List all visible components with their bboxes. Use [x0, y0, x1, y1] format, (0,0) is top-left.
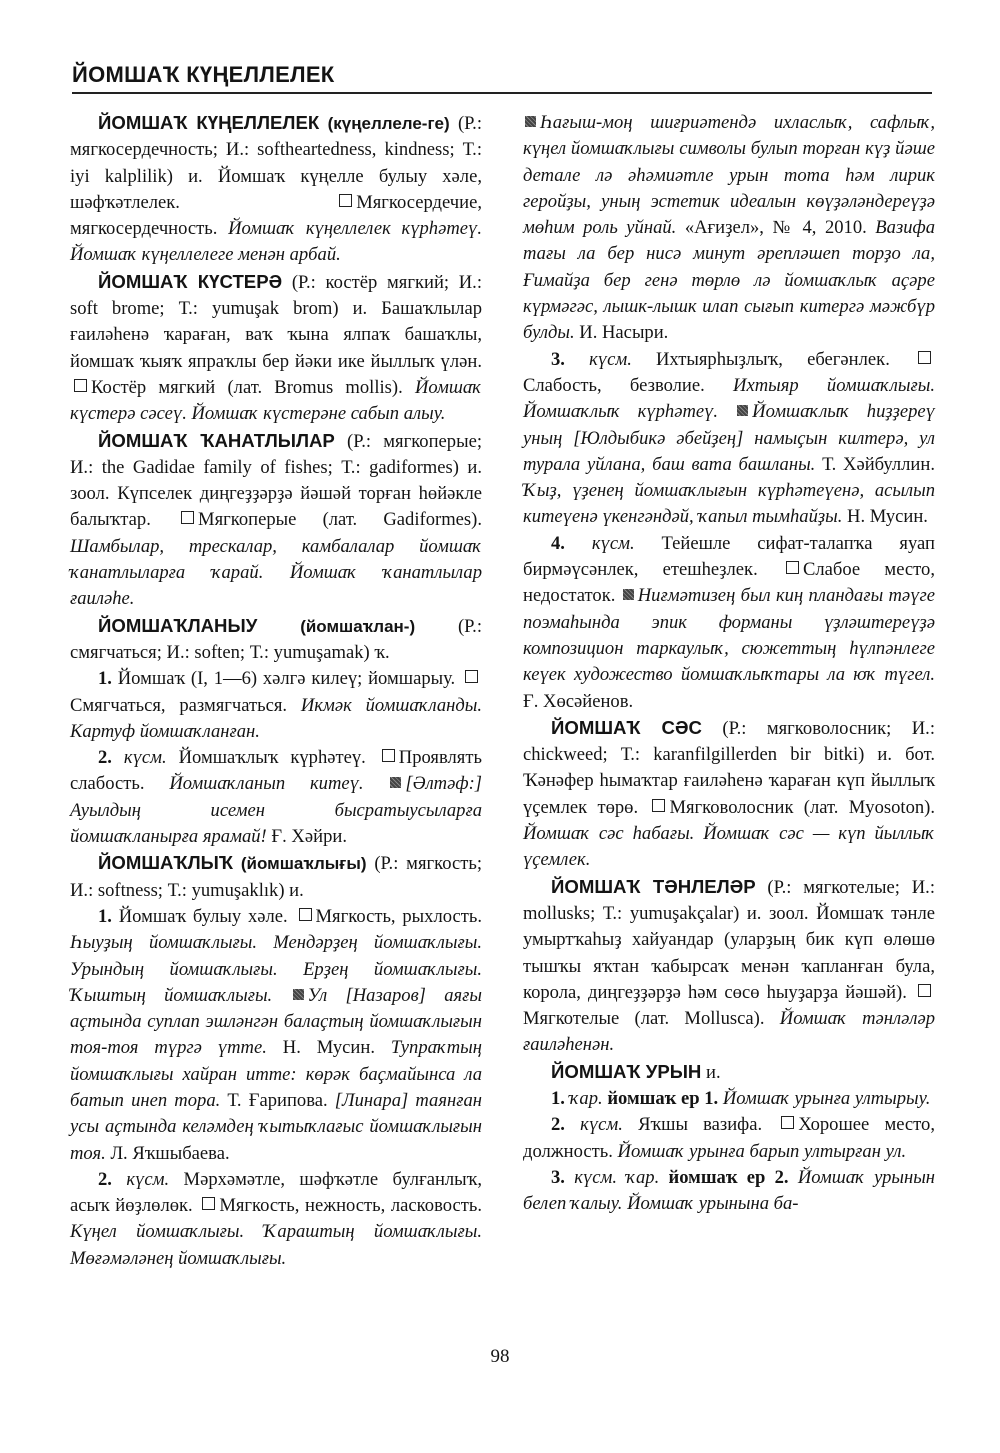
russian-equivalent-marker	[299, 908, 312, 921]
russian-equivalent-marker	[786, 561, 799, 574]
dictionary-entry	[523, 715, 935, 874]
citation-source: Ғ. Хәйри.	[271, 826, 347, 848]
definition: Йомшаҡ (I, 1—6) хәлгә килеү; йомшарыу.	[117, 668, 456, 690]
sense-paragraph	[523, 1112, 935, 1165]
translations: (Р.: мягкосердечность; И.: softheartedness, kindness; Т.: iyi kalplilik) и.	[70, 113, 482, 187]
translations: (Р.: костёр мягкий; И.: soft brome; Т.: yumuşak brom) и.	[70, 271, 482, 320]
usage-label: күсм.	[580, 1114, 623, 1136]
citation-text: [Әлтәф:] Ауылдың исемен бысратыусыларға йомшаҡланырға ярамай!	[70, 773, 482, 848]
definition: Ҡәнәфер һымаҡтар ғаиләһенә ҡараған күп йыллыҡ үҫемлек төрө.	[523, 770, 935, 818]
translations: и.	[701, 1061, 721, 1083]
sense-number: 2.	[551, 1114, 565, 1136]
usage-example: Йомшаҡ урынға ултырыу.	[722, 1087, 931, 1109]
usage-example: Икмәк йомшаҡланды. Картуф йомшаҡланған.	[70, 694, 482, 742]
citation-marker	[293, 989, 304, 1000]
header-rule	[72, 92, 932, 94]
usage-example: Ихтыяр йомшаҡлығы. Йомшаҡлыҡ күрһәтеү.	[523, 374, 935, 423]
citation-text: Ҡыҙ, үҙенең йомшаҡлығын күрһәтеүенә, асылып китеүенә үкенгәндәй, ҡапыл тымһайҙы.	[523, 480, 935, 528]
usage-example: Йомшаҡланып китеү.	[169, 773, 364, 795]
definition: Яҡшы вазифа.	[638, 1114, 763, 1136]
sense-paragraph	[70, 1167, 482, 1272]
russian-equivalent-marker	[918, 984, 931, 997]
translations: (Р.: мягкоперые; И.: the Gadidae family of fishes; Т.: gadiformes) и. зоол.	[70, 430, 483, 505]
sense-number: 1.	[551, 1087, 565, 1109]
sense-number: 3.	[551, 1166, 565, 1188]
usage-label: күсм.	[123, 747, 167, 769]
russian-equivalent: Проявлять слабость.	[70, 747, 482, 795]
sense-number: 4.	[551, 532, 565, 554]
citation-marker	[390, 777, 401, 788]
citation-marker	[525, 116, 536, 127]
citation-source: Ғ. Хөсәйенов.	[523, 690, 634, 712]
definition: Йомшаҡлыҡ күрһәтеү.	[178, 747, 366, 769]
citation-text: Ул [Назаров] аяғы аҫтында суплап эшләнгән балаҫтың йомшаҡлығын тоя-тоя түргә үтте.	[70, 984, 482, 1059]
definition: Йомшаҡ булыу хәле.	[118, 905, 288, 927]
dictionary-entry	[70, 613, 482, 667]
russian-equivalent-marker	[202, 1197, 215, 1210]
russian-equivalent-marker	[465, 670, 478, 683]
translations: (Р.: мягкотелые; И.: mollusks; Т.: yumuşakçalar) и. зоол.	[523, 876, 935, 924]
russian-equivalent: Слабое место, недостаток.	[523, 559, 935, 607]
headword: ЙОМШАҠЛАНЫУ	[98, 614, 258, 636]
usage-example: Йомшаҡ урынын белеп ҡалыу. Йомшаҡ урынына ба-	[523, 1166, 936, 1215]
usage-example: Йомшаҡ сәс һабағы. Йомшаҡ сәс — күп йыллыҡ үҫемлек.	[523, 823, 935, 871]
usage-example: Йомшаҡ күстерә сәсеү. Йомшаҡ күстерәне сабып алыу.	[70, 376, 482, 425]
sense-paragraph	[523, 531, 935, 715]
russian-equivalent-marker	[918, 351, 931, 364]
translations: (Р.: смягчаться; И.: soften; Т.: yumuşamak) ҡ.	[70, 615, 482, 663]
sense-paragraph	[70, 666, 482, 745]
sense-paragraph	[523, 110, 935, 347]
russian-equivalent: Мягковолосник (лат. Myosoton).	[669, 796, 935, 818]
sense-paragraph	[70, 745, 482, 850]
russian-equivalent: Слабость, безволие.	[523, 374, 705, 396]
citation-text: Һағыш-моң шиғриәтендә ихласлыҡ, сафлыҡ, күңел йомшаҡлығы символы булып торған күҙ йәше детале лә әһәмиәтле урын тота һәм лирик геройҙы, уның эстетик идеалын көүҙәләндереүҙә мөһим роль уйнай.	[523, 112, 935, 239]
sense-paragraph	[70, 904, 482, 1167]
headword-form: (йомшаҡлан-)	[257, 616, 416, 636]
russian-equivalent: Хорошее место, должность.	[523, 1114, 936, 1162]
sense-paragraph	[523, 347, 935, 531]
usage-label: күсм.	[126, 1168, 170, 1190]
headword: ЙОМШАҠ УРЫН	[551, 1060, 702, 1082]
dictionary-entry	[70, 269, 482, 428]
russian-equivalent: Мягкость, нежность, ласковость.	[219, 1195, 482, 1217]
right-column	[523, 110, 935, 1217]
usage-example: Күңел йомшаҡлығы. Ҡараштың йомшаҡлығы. Мөғәмәләнең йомшаҡлығы.	[70, 1221, 482, 1269]
russian-equivalent-marker	[181, 511, 194, 524]
usage-label: күсм. ҡар.	[574, 1166, 660, 1188]
sense-number: 1.	[98, 668, 112, 690]
sense-paragraph	[523, 1086, 935, 1112]
russian-equivalent-marker	[74, 379, 87, 392]
citation-source: Н. Мусин.	[847, 506, 928, 528]
russian-equivalent-marker	[652, 799, 665, 812]
translations: (Р.: мягкость; И.: softness; Т.: yumuşaklık) и.	[70, 853, 482, 901]
citation-source: «Ағиҙел», № 4, 2010.	[684, 217, 867, 239]
sense-number: 2.	[98, 747, 112, 769]
definition: Йомшаҡ күңелле булыу хәле, шәфҡәтлелек.	[70, 165, 482, 213]
citation-marker	[737, 405, 748, 416]
usage-example: Шамбылар, трескалар, камбалалар йомшаҡ ҡанатлыларға ҡарай. Йомшаҡ ҡанатлылар ғаиләһе.	[70, 535, 482, 610]
usage-example: Йомшаҡ күңеллелек күрһәтеү. Йомшаҡ күңеллелеге менән арбай.	[70, 218, 482, 266]
definition: Күпселек диңгеҙҙәрҙә йәшәй торған һөйәкле балыҡтар.	[70, 483, 483, 531]
sense-number: 3.	[551, 348, 565, 370]
headword: ЙОМШАҠ ҠАНАТЛЫЛАР	[98, 429, 335, 451]
dictionary-entry	[523, 1059, 935, 1086]
headword: ЙОМШАҠ ТӘНЛЕЛӘР	[551, 875, 756, 897]
dictionary-entry	[70, 428, 482, 613]
headword-form: (күңеллеле-ге)	[319, 114, 450, 133]
definition: Башаҡлылар ғаиләһенә ҡараған, ваҡ ҡына ялпаҡ башаҡлы, йомшаҡ ҡыяҡ япраҡлы бер йәки ике йыллыҡ үлән.	[70, 298, 482, 372]
usage-example: Йомшаҡ тәнләләр ғаиләһенән.	[523, 1008, 935, 1056]
dictionary-entry	[70, 850, 482, 904]
usage-example: Йомшаҡ урынға барып ултырған ул.	[617, 1140, 907, 1162]
russian-equivalent: Мягкость, рыхлость.	[315, 905, 482, 927]
dictionary-entry	[70, 110, 482, 269]
headword: ЙОМШАҠ СӘС	[551, 716, 702, 738]
dictionary-entry	[523, 874, 935, 1059]
citation-text: Йомшаҡлыҡ һиҙҙереү уның [Юлдыбикә әбейҙең] намыҫын килтерә, ул турала уйлана, баш вата башланы.	[523, 401, 935, 475]
citation-text: Ниғмәтизең был киң пландағы тәүге поэмаһында эпик форманы үҙләштереүҙә композицион таркаулыҡ, сюжеттың һүлпәнлеге кеүек художество йомшаҡлыҡтары ла юҡ түгел.	[523, 585, 935, 686]
citation-source: Т. Ғарипова.	[227, 1089, 328, 1111]
citation-source: Л. Яҡшыбаева.	[110, 1142, 230, 1164]
russian-equivalent: Костёр мягкий (лат. Bromus mollis).	[91, 376, 403, 398]
cross-reference: йомшаҡ ер 1.	[607, 1087, 719, 1109]
usage-label: күсм.	[589, 348, 632, 370]
russian-equivalent: Мягкотелые (лат. Mollusca).	[523, 1008, 765, 1030]
sense-number: 2.	[98, 1168, 112, 1190]
cross-reference: йомшаҡ ер 2.	[668, 1166, 789, 1188]
usage-label: ҡар.	[569, 1087, 603, 1109]
russian-equivalent: Смягчаться, размягчаться.	[70, 694, 288, 716]
headword: ЙОМШАҠЛЫҠ	[98, 852, 233, 874]
sense-paragraph	[523, 1165, 935, 1218]
russian-equivalent: Мягкосердечие, мягкосердечность.	[70, 191, 482, 240]
russian-equivalent-marker	[781, 1116, 794, 1129]
citation-text: [Линара] таянған усы аҫтында келәмдең ҡытыҡлағыс йомшаҡлығын тоя.	[70, 1089, 482, 1164]
definition: Мәрхәмәтле, шәфҡәтле булғанлыҡ, асыҡ йөҙлөлөк.	[70, 1168, 482, 1217]
headword-form: (йомшаҡлығы)	[233, 854, 367, 874]
left-column	[70, 110, 482, 1272]
citation-source: И. Насыри.	[579, 322, 669, 344]
headword: ЙОМШАҠ КҮҢЕЛЛЕЛЕК	[98, 112, 320, 133]
usage-label: күсм.	[591, 532, 635, 554]
definition: Ихтыярһыҙлыҡ, ебегәнлек.	[656, 348, 890, 370]
sense-number: 1.	[98, 905, 112, 927]
citation-text: Тупраҡтың йомшаҡлығы хайран итте: көрәк баҫмайынса ла батып инеп тора.	[70, 1037, 482, 1111]
citation-source: Н. Мусин.	[282, 1037, 375, 1059]
definition: Тейешле сифат-талапҡа яуап бирмәүсәнлек, етешһеҙлек.	[523, 532, 935, 581]
citation-source: Т. Хәйбуллин.	[822, 453, 935, 475]
russian-equivalent-marker	[382, 749, 395, 762]
headword: ЙОМШАҠ КҮСТЕРӘ	[98, 270, 283, 292]
citation-text: Вазифа тағы ла бер нисә минут әрепләшеп торҙо ла, Ғимайҙа бер генә төрлө лә йомшаҡлыҡ аҫәре күрмәгәс, лышк-лышк илап сығып китергә мәжбүр булды.	[523, 217, 936, 344]
page-number: 98	[490, 1346, 510, 1367]
definition: Йомшаҡ тәнле умыртҡаһыҙ хайуандар (уларҙың бик күп өлөшө тышҡы яҡтан ҡабырсаҡ менән ҡапланған була, корола, диңгеҙҙәрҙә һәм сөсө һыуҙарҙа йәшәй).	[523, 902, 935, 1003]
russian-equivalent-marker	[339, 194, 352, 207]
running-head: ЙОМШАҠ КҮҢЕЛЛЕЛЕК	[72, 62, 335, 87]
russian-equivalent: Мягкоперые (лат. Gadiformes).	[198, 509, 482, 531]
usage-example: Һыуҙың йомшаҡлығы. Мендәрҙең йомшаҡлығы. Урындың йомшаҡлығы. Ерҙең йомшаҡлығы. Ҡыштың йомшаҡлығы.	[70, 932, 482, 1006]
citation-marker	[623, 589, 634, 600]
translations: (Р.: мягковолосник; И.: chickweed; Т.: karanfilgillerden bir bitki) и. бот.	[523, 717, 935, 766]
